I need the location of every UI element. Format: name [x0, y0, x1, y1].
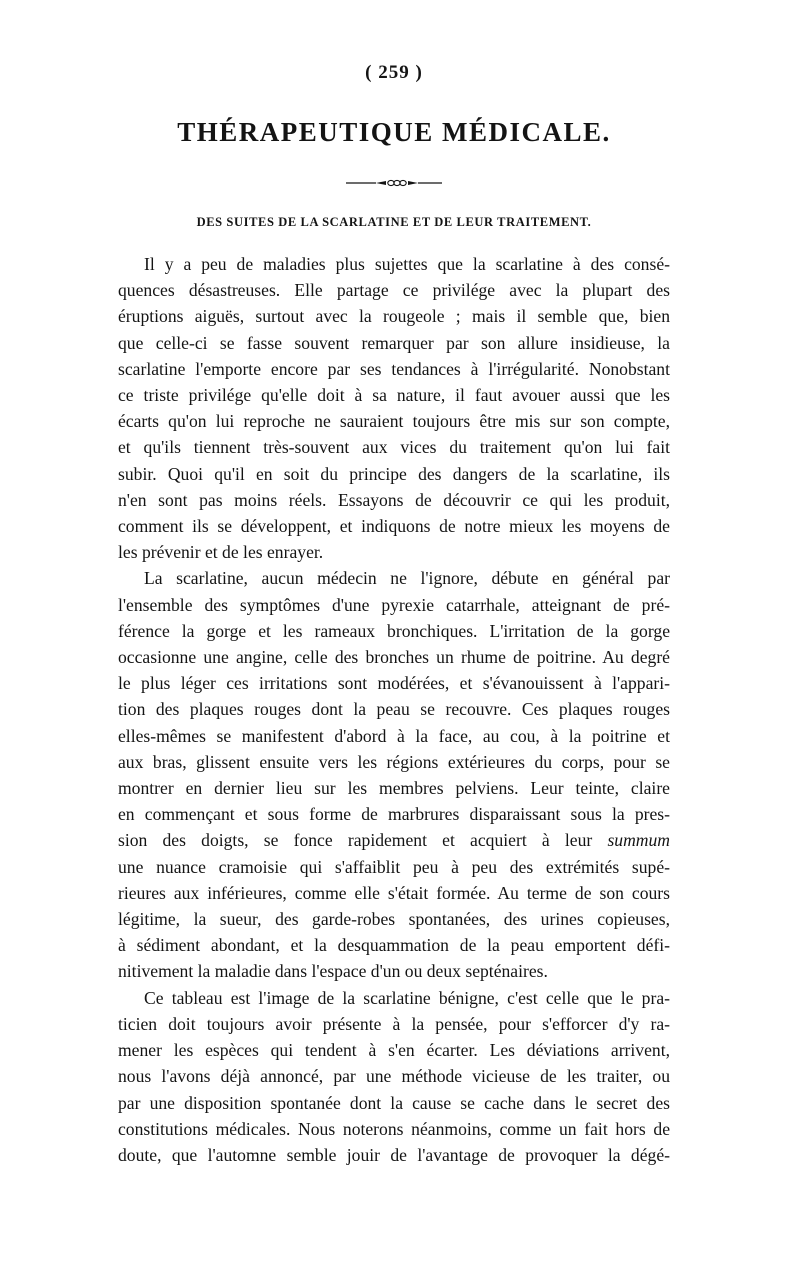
text-line: légitime, la sueur, des garde-robes spontanées, des urines copieuses,	[118, 909, 670, 930]
text-line: en commençant et sous forme de marbrures disparaissant sous la pres-	[118, 804, 670, 825]
text-line: occasionne une angine, celle des bronches un rhume de poitrine. Au degré	[118, 647, 670, 668]
text-line: La scarlatine, aucun médecin ne l'ignore, débute en général par	[144, 568, 670, 589]
paragraph	[118, 985, 670, 1168]
text-line: éruptions aiguës, surtout avec la rougeole ; mais il semble que, bien	[118, 306, 670, 327]
text-line: Il y a peu de maladies plus sujettes que la scarlatine à des consé-	[144, 254, 670, 274]
text-line: les prévenir et de les enrayer.	[118, 542, 324, 563]
page-number: ( 259 )	[365, 62, 423, 83]
text-line: elles-mêmes se manifestent d'abord à la face, au cou, à la poitrine et	[118, 725, 670, 746]
article-title: DES SUITES DE LA SCARLATINE ET DE LEUR TRAITEMENT.	[196, 215, 592, 229]
text-line: à sédiment abondant, et la desquammation de la peau emportent défi-	[118, 935, 670, 956]
body-text	[118, 251, 670, 1168]
italic-term: summum	[607, 830, 670, 851]
text-line: comment ils se développent, et indiquons de notre mieux les moyens de	[118, 516, 670, 537]
text-line: le plus léger ces irritations sont modérées, et s'évanouissent à l'appari-	[118, 673, 670, 694]
text-line: subir. Quoi qu'il en soit du principe des dangers de la scarlatine, ils	[118, 463, 670, 484]
text-line: écarts qu'on lui reproche ne sauraient toujours être mis sur son compte,	[118, 411, 670, 432]
page	[118, 0, 670, 1168]
section-title: THÉRAPEUTIQUE MÉDICALE.	[177, 117, 611, 147]
ornament-divider	[346, 178, 442, 188]
text-line: nous l'avons déjà annoncé, par une méthode vicieuse de les traiter, ou	[118, 1066, 670, 1087]
text-line: n'en sont pas moins réels. Essayons de découvrir ce qui les produit,	[118, 489, 670, 510]
text-line: que celle-ci se fasse souvent remarquer par son allure insidieuse, la	[118, 332, 670, 353]
text-line: quences désastreuses. Elle partage ce privilége avec la plupart des	[118, 280, 670, 301]
text-line: sion des doigts, se fonce rapidement et acquiert à leur summum	[118, 830, 670, 851]
text-line: mener les espèces qui tendent à s'en écarter. Les déviations arrivent,	[118, 1040, 670, 1061]
text-line: ce triste privilége qu'elle doit à sa nature, il faut avouer aussi que les	[118, 385, 670, 406]
text-line: nitivement la maladie dans l'espace d'un ou deux septénaires.	[118, 961, 548, 982]
paragraph	[118, 565, 670, 984]
text-line: une nuance cramoisie qui s'affaiblit peu à peu des extrémités supé-	[118, 856, 670, 877]
text-line: tion des plaques rouges dont la peau se recouvre. Ces plaques rouges	[118, 699, 670, 720]
text-line: Ce tableau est l'image de la scarlatine bénigne, c'est celle que le pra-	[144, 987, 670, 1008]
text-line: ticien doit toujours avoir présente à la pensée, pour s'efforcer d'y ra-	[118, 1013, 670, 1034]
text-line: l'ensemble des symptômes d'une pyrexie catarrhale, atteignant de pré-	[118, 594, 670, 615]
paragraph	[118, 251, 670, 565]
text-line: par une disposition spontanée dont la cause se cache dans le secret des	[118, 1092, 670, 1113]
text-line: et qu'ils tiennent très-souvent aux vices du traitement qu'on lui fait	[118, 437, 670, 458]
text-line: férence la gorge et les rameaux bronchiques. L'irritation de la gorge	[118, 620, 670, 641]
text-line: rieures aux inférieures, comme elle s'était formée. Au terme de son cours	[118, 882, 670, 903]
text-line: scarlatine l'emporte encore par ses tendances à l'irrégularité. Nonobstant	[118, 358, 670, 379]
text-line: doute, que l'automne semble jouir de l'avantage de provoquer la dégé-	[118, 1144, 670, 1165]
text-line: montrer en dernier lieu sur les membres pelviens. Leur teinte, claire	[118, 778, 670, 799]
text-line: aux bras, glissent ensuite vers les régions extérieures du corps, pour se	[118, 751, 670, 772]
text-line: constitutions médicales. Nous noterons néanmoins, comme un fait hors de	[118, 1118, 670, 1139]
